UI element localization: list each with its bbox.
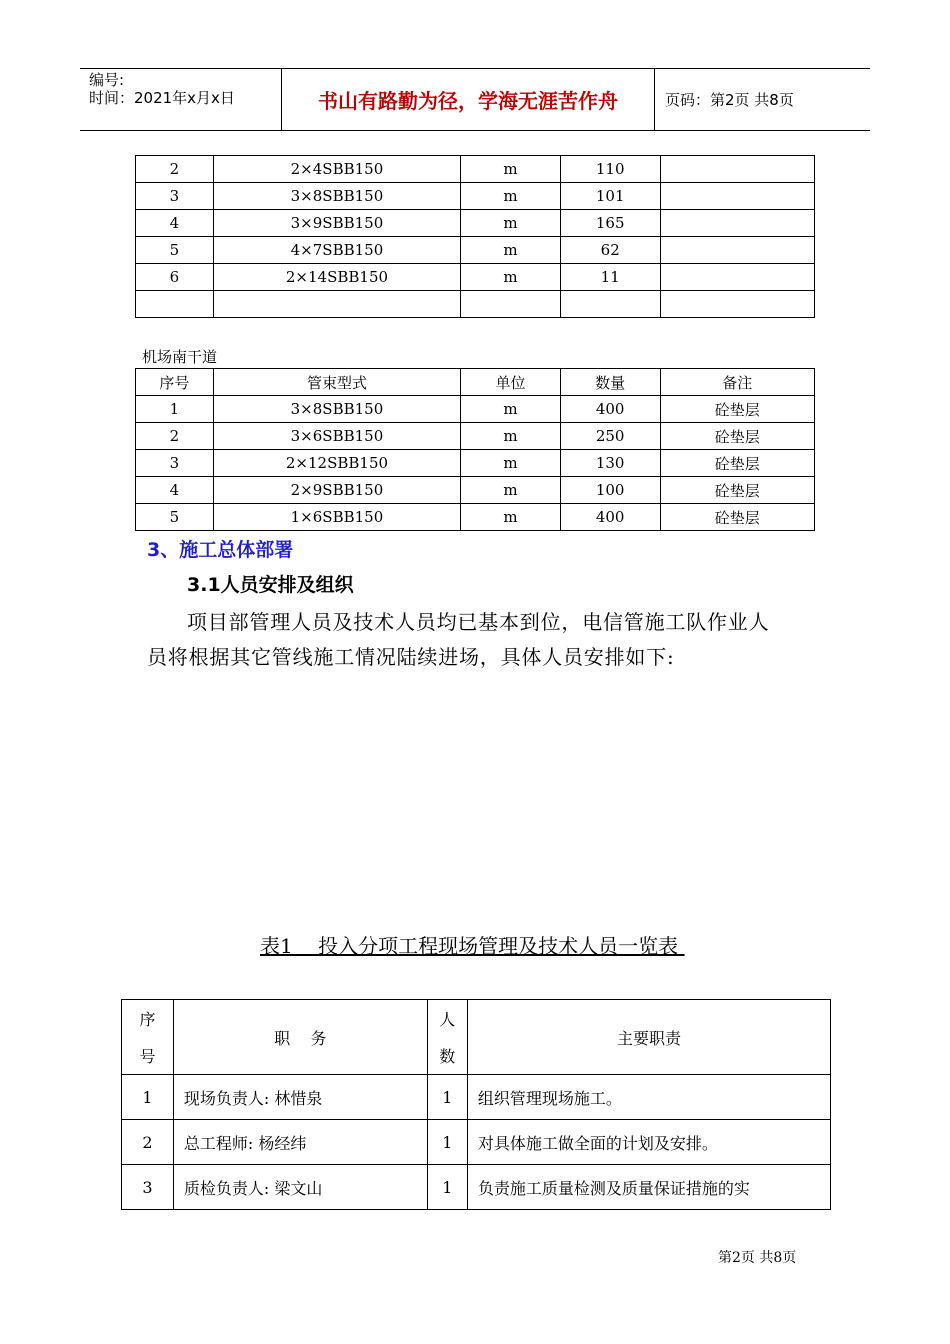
- header-cell: 数量: [560, 369, 660, 396]
- table-cell: 4×7SBB150: [213, 237, 460, 264]
- table-cell: 62: [560, 237, 660, 264]
- header-page-number: 页码：第2页 共8页: [665, 91, 794, 109]
- table-cell: 100: [560, 477, 660, 504]
- table-cell: 砼垫层: [660, 423, 814, 450]
- table-row: [122, 1075, 831, 1120]
- table-cell: 现场负责人: 林惜泉: [173, 1075, 427, 1120]
- table-cell: 2×9SBB150: [213, 477, 460, 504]
- table-cell: 110: [560, 156, 660, 183]
- table-cell: m: [461, 450, 561, 477]
- table-cell: [213, 291, 460, 318]
- table-cell: [660, 291, 814, 318]
- page-footer: 第2页 共8页: [718, 1250, 797, 1266]
- staff-table: [121, 999, 831, 1210]
- table-cell: 砼垫层: [660, 504, 814, 531]
- table-cell: 2: [136, 156, 214, 183]
- table-cell: 130: [560, 450, 660, 477]
- table-cell: m: [461, 237, 561, 264]
- table-row: [136, 291, 815, 318]
- header-cell: 管束型式: [213, 369, 460, 396]
- header-cell: 单位: [461, 369, 561, 396]
- header-meta: [89, 69, 281, 132]
- header-cell: 备注: [660, 369, 814, 396]
- table-cell: 5: [136, 504, 214, 531]
- table-cell: 砼垫层: [660, 477, 814, 504]
- table-cell: m: [461, 264, 561, 291]
- paragraph-line: 项目部管理人员及技术人员均已基本到位，电信管施工队作业人: [187, 610, 770, 634]
- table-cell: m: [461, 477, 561, 504]
- table-cell: 3×6SBB150: [213, 423, 460, 450]
- header-cell-duty: [467, 1000, 830, 1075]
- table-cell: 质检负责人: 梁文山: [173, 1165, 427, 1210]
- table-row: [136, 504, 815, 531]
- table-cell: 负责施工质量检测及质量保证措施的实: [467, 1165, 830, 1210]
- header-cell-post: [173, 1000, 427, 1075]
- table-cell: 1: [427, 1120, 467, 1165]
- table-cell: m: [461, 396, 561, 423]
- table-cell: 2: [136, 423, 214, 450]
- table-cell: 2×4SBB150: [213, 156, 460, 183]
- table-cell: 1: [427, 1165, 467, 1210]
- header-text: 职 务: [274, 1028, 327, 1048]
- table-cell: [461, 291, 561, 318]
- table-cell: [660, 264, 814, 291]
- table-cell: 3: [136, 183, 214, 210]
- table-row: [136, 237, 815, 264]
- table-row: [136, 183, 815, 210]
- header-cell-no: [122, 1000, 174, 1075]
- table-cell: [660, 156, 814, 183]
- table-cell: 3: [136, 450, 214, 477]
- subsection-heading: 3.1人员安排及组织: [187, 574, 354, 596]
- header-cell: 序号: [136, 369, 214, 396]
- page-header: [80, 68, 870, 131]
- table-cell: 3: [122, 1165, 174, 1210]
- table-cell: [660, 237, 814, 264]
- table-cell: 1: [122, 1075, 174, 1120]
- header-text: 序: [139, 1010, 156, 1029]
- south-road-pipe-table: [135, 368, 815, 531]
- table-cell: m: [461, 210, 561, 237]
- table-cell: 砼垫层: [660, 396, 814, 423]
- table-row: [136, 450, 815, 477]
- table-cell: 1: [427, 1075, 467, 1120]
- table-row: [122, 1165, 831, 1210]
- table-cell: 3×8SBB150: [213, 396, 460, 423]
- table-cell: 4: [136, 210, 214, 237]
- table-row: [136, 156, 815, 183]
- table-cell: 1: [136, 396, 214, 423]
- header-motto: 书山有路勤为径，学海无涯苦作舟: [318, 89, 618, 113]
- header-divider: [654, 69, 655, 130]
- table-cell: 砼垫层: [660, 450, 814, 477]
- table-cell: 2: [122, 1120, 174, 1165]
- table-cell: 2×14SBB150: [213, 264, 460, 291]
- header-text: 人: [439, 1010, 456, 1029]
- table-cell: 1×6SBB150: [213, 504, 460, 531]
- table-cell: m: [461, 183, 561, 210]
- header-text: 数: [439, 1047, 456, 1066]
- table-row: [136, 423, 815, 450]
- header-text: 号: [139, 1047, 156, 1066]
- paragraph-line: 员将根据其它管线施工情况陆续进场，具体人员安排如下:: [147, 645, 675, 669]
- table-cell: 3×9SBB150: [213, 210, 460, 237]
- document-date: 时间：2021年x月x日: [89, 89, 235, 107]
- table-cell: 4: [136, 477, 214, 504]
- table-cell: 101: [560, 183, 660, 210]
- table-row: [136, 396, 815, 423]
- table-cell: 400: [560, 504, 660, 531]
- table-cell: 组织管理现场施工。: [467, 1075, 830, 1120]
- table-caption: 机场南干道: [142, 348, 218, 366]
- table-cell: 400: [560, 396, 660, 423]
- table-cell: 对具体施工做全面的计划及安排。: [467, 1120, 830, 1165]
- pipe-table-continued: [135, 155, 815, 318]
- table-cell: 5: [136, 237, 214, 264]
- table-cell: 11: [560, 264, 660, 291]
- table-cell: 总工程师: 杨经纬: [173, 1120, 427, 1165]
- table-cell: [660, 210, 814, 237]
- table-cell: 250: [560, 423, 660, 450]
- table-row: [136, 264, 815, 291]
- table-row: [136, 477, 815, 504]
- staff-table-title: 表1 投入分项工程现场管理及技术人员一览表: [260, 934, 685, 958]
- table-cell: 165: [560, 210, 660, 237]
- header-cell-count: [427, 1000, 467, 1075]
- table-cell: [560, 291, 660, 318]
- table-header-row: [136, 369, 815, 396]
- table-header-row: [122, 1000, 831, 1075]
- section-heading: 3、施工总体部署: [147, 539, 294, 561]
- table-cell: 6: [136, 264, 214, 291]
- table-cell: m: [461, 423, 561, 450]
- table-cell: [660, 183, 814, 210]
- table-cell: m: [461, 504, 561, 531]
- table-cell: 2×12SBB150: [213, 450, 460, 477]
- table-row: [136, 210, 815, 237]
- table-row: [122, 1120, 831, 1165]
- table-cell: [136, 291, 214, 318]
- header-text: 主要职责: [616, 1028, 681, 1048]
- document-number-label: 编号:: [89, 71, 125, 89]
- table-cell: m: [461, 156, 561, 183]
- table-cell: 3×8SBB150: [213, 183, 460, 210]
